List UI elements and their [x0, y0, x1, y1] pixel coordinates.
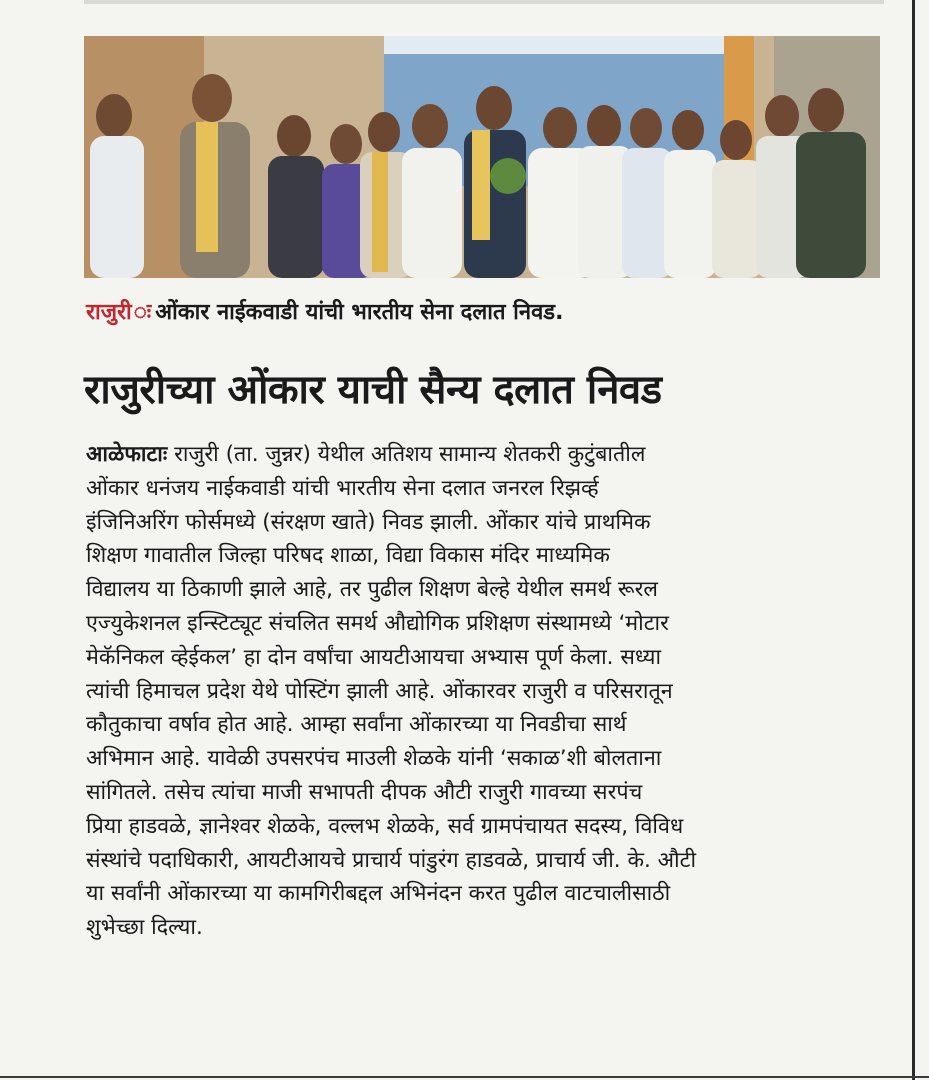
news-photo — [84, 36, 880, 278]
article-line: प्रिया हाडवळे, ज्ञानेश्वर शेळके, वल्लभ शेळके, सर्व ग्रामपंचायत सदस्य, विविध — [86, 813, 684, 839]
article-line: ओंकार धनंजय नाईकवाडी यांची भारतीय सेना दलात जनरल रिझर्व्ह — [86, 475, 599, 501]
group-photo-illustration — [84, 36, 880, 278]
article-line: संस्थांचे पदाधिकारी, आयटीआयचे प्राचार्य पांडुरंग हाडवळे, प्राचार्य जी. के. औटी — [86, 847, 697, 873]
caption-separator: ः — [133, 300, 152, 325]
article-headline: राजुरीच्या ओंकार याची सैन्य दलात निवड — [84, 367, 662, 413]
caption-text: ओंकार नाईकवाडी यांची भारतीय सेना दलात निवड. — [155, 300, 564, 325]
article-line: त्यांची हिमाचल प्रदेश येथे पोस्टिंग झाली आहे. ओंकारवर राजुरी व परिसरातून — [86, 678, 673, 704]
page-right-border — [912, 0, 915, 1080]
article-line: मेकॅनिकल व्हेईकल’ हा दोन वर्षांचा आयटीआयचा अभ्यास पूर्ण केला. सध्या — [86, 644, 662, 670]
page-top-rule — [84, 0, 884, 4]
article-line: विद्यालय या ठिकाणी झाले आहे, तर पुढील शिक्षण बेल्हे येथील समर्थ रूरल — [86, 577, 658, 603]
article-line: या सर्वांनी ओंकारच्या या कामगिरीबद्दल अभिनंदन करत पुढील वाटचालीसाठी — [86, 881, 671, 907]
article-line-text: राजुरी (ता. जुन्नर) येथील अतिशय सामान्य शेतकरी कुटुंबातील — [174, 442, 646, 467]
article-dateline: आळेफाटा — [86, 442, 168, 467]
article-line: इंजिनिअरिंग फोर्समध्ये (संरक्षण खाते) निवड झाली. ओंकार यांचे प्राथमिक — [86, 509, 651, 535]
article-line: एज्युकेशनल इन्स्टिट्यूट संचलित समर्थ औद्योगिक प्रशिक्षण संस्थामध्ये ‘मोटार — [86, 610, 669, 636]
article-line: कौतुकाचा वर्षाव होत आहे. आम्हा सर्वांना ओंकारच्या या निवडीचा सार्थ — [86, 712, 627, 738]
article-body — [86, 438, 886, 945]
article-line: शिक्षण गावातील जिल्हा परिषद शाळा, विद्या विकास मंदिर माध्यमिक — [86, 543, 610, 569]
photo-caption — [86, 296, 886, 326]
article-line: सांगितले. तसेच त्यांचा माजी सभापती दीपक औटी राजुरी गावच्या सरपंच — [86, 779, 643, 805]
article-line — [86, 438, 886, 472]
caption-place: राजुरी — [86, 300, 132, 325]
page-bottom-border — [0, 1076, 929, 1078]
article-line: शुभेच्छा दिल्या. — [86, 915, 203, 941]
article-line: अभिमान आहे. यावेळी उपसरपंच माउली शेळके यांनी ‘सकाळ’शी बोलताना — [86, 746, 662, 772]
